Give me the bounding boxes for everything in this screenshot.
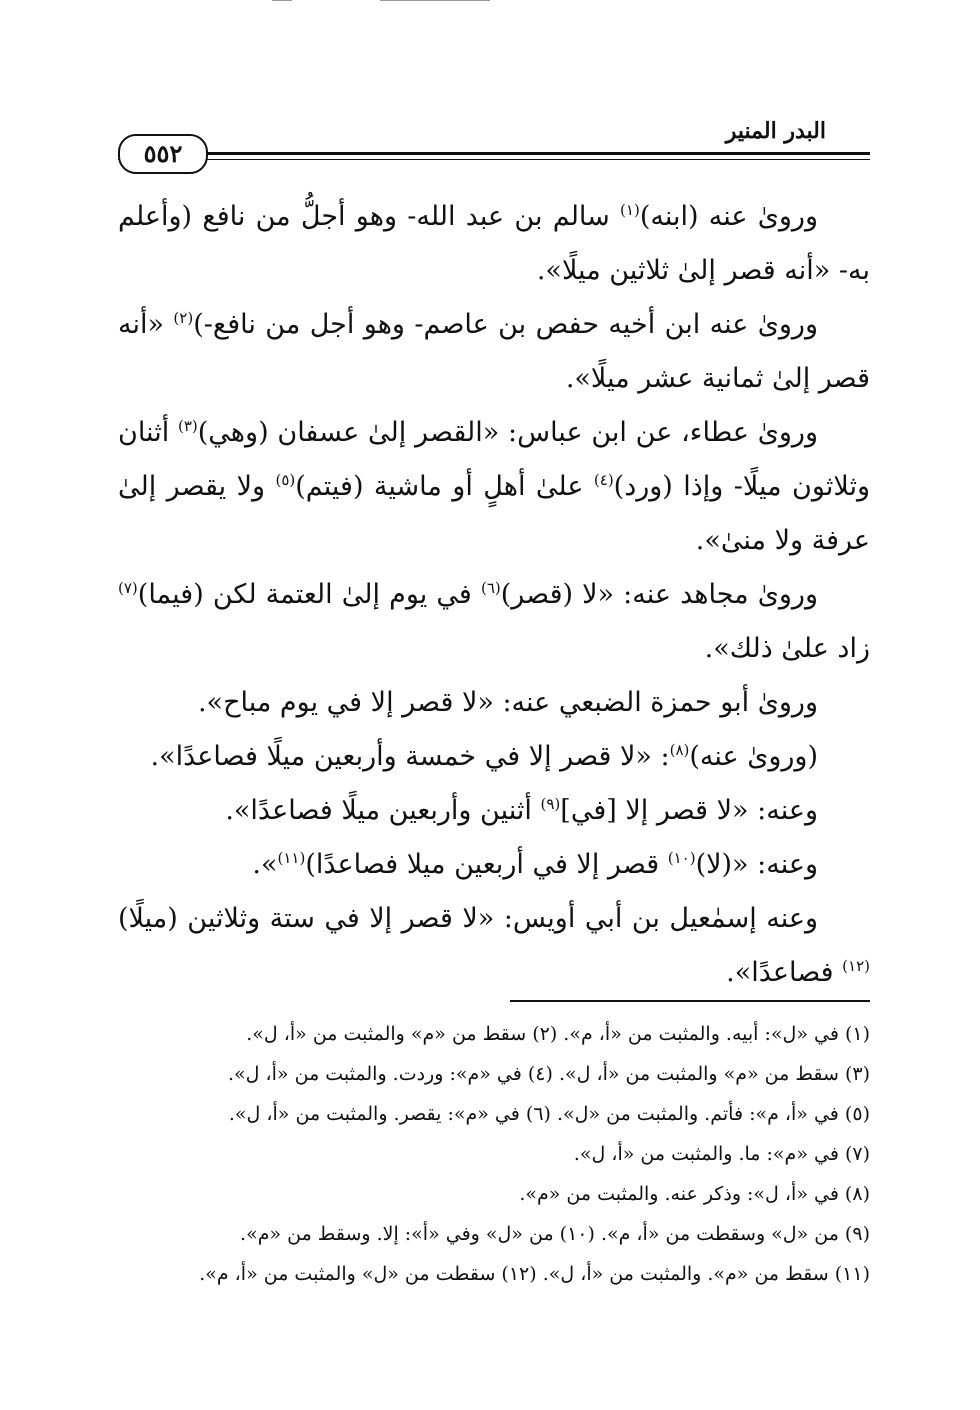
footnote-line: (٥) في «أ، م»: فأتم. والمثبت من «ل». (٦) في «م»: يقصر. والمثبت من «أ، ل». — [228, 1103, 870, 1125]
paragraph — [118, 892, 870, 1000]
page-number: ٥٥٢ — [118, 134, 208, 174]
text-run: أثنين وأربعين ميلًا فصاعدًا». — [225, 795, 541, 826]
footnote-ref: (٦) — [480, 579, 501, 597]
footnote-line: (٨) في «أ، ل»: وذكر عنه. والمثبت من «م». — [519, 1183, 870, 1205]
running-title: البدر المنير — [725, 118, 826, 144]
footnote-ref: (١٠) — [667, 849, 696, 867]
paragraph — [118, 406, 870, 568]
paragraph — [118, 298, 870, 406]
header-rule-thin — [118, 159, 870, 160]
header-rule-thick — [118, 152, 870, 155]
text-run: (ورویٰ عنه) — [689, 741, 818, 772]
text-run: ورویٰ عطاء، عن ابن عباس: «القصر إلىٰ عسفان (وهي) — [197, 417, 818, 448]
footnote-ref: (٥) — [275, 471, 296, 489]
page-header — [118, 108, 870, 168]
footnote-ref: (٩) — [540, 795, 561, 813]
paragraph: ورویٰ أبو حمزة الضبعي عنه: «لا قصر إلا في يوم مباح». — [197, 687, 818, 718]
footnote-ref: (٨) — [669, 741, 690, 759]
text-run: أثنان وثلاثون ميلًا- وإذا (ورد) — [118, 417, 871, 502]
footnote-ref: (٢) — [173, 309, 194, 327]
text-run: وعنه: «(لا) — [695, 849, 818, 880]
text-run: : «لا قصر إلا في خمسة وأربعين ميلًا فصاعدًا». — [150, 741, 670, 772]
text-run: وعنه إسمٰعيل بن أبي أويس: «لا قصر إلا في ستة وثلاثين (ميلًا) — [118, 903, 818, 934]
footnote-separator — [510, 1000, 870, 1002]
text-run: في يوم إلىٰ العتمة لكن (فيما) — [137, 579, 481, 610]
footnote-line: (٩) من «ل» وسقطت من «أ، م». (١٠) من «ل» وفي «أ»: إلا. وسقط من «م». — [240, 1223, 870, 1245]
main-text — [118, 190, 870, 1000]
footnote-ref: (٧) — [118, 579, 138, 597]
scan-mark — [272, 0, 292, 5]
footnote-ref: (١٢) — [842, 957, 870, 975]
text-run: وعنه: «لا قصر إلا [في] — [560, 795, 818, 826]
text-run: قصر إلا في أربعين ميلا فصاعدًا) — [305, 849, 668, 880]
text-run: فصاعدًا». — [726, 957, 843, 988]
scan-mark — [380, 0, 490, 5]
paragraph — [118, 190, 870, 298]
text-run: سالم بن عبد الله- وهو أجلُّ من نافع (وأعلم به- «أنه قصر إلىٰ ثلاثين ميلًا». — [118, 201, 870, 286]
paragraph — [118, 730, 870, 784]
text-run: ورویٰ مجاهد عنه: «لا (قصر) — [500, 579, 819, 610]
text-run: زاد علىٰ ذلك». — [704, 633, 870, 664]
text-run: ورویٰ عنه ابن أخيه حفص بن عاصم- وهو أجل من نافع-) — [193, 309, 818, 340]
paragraph — [118, 838, 870, 892]
footnote-ref: (٤) — [593, 471, 614, 489]
footnote-line: (٣) سقط من «م» والمثبت من «أ، ل». (٤) في «م»: وردت. والمثبت من «أ، ل». — [228, 1063, 870, 1085]
text-run: ورویٰ عنه (ابنه) — [639, 201, 818, 232]
paragraph — [118, 784, 870, 838]
footnote-ref: (٣) — [177, 417, 198, 435]
text-run: «أنه قصر إلىٰ ثمانية عشر ميلًا». — [118, 309, 870, 394]
footnotes — [118, 1014, 870, 1294]
footnote-line: (٧) في «م»: ما. والمثبت من «أ، ل». — [573, 1143, 870, 1165]
text-run: ». — [252, 849, 278, 880]
text-run: ولا يقصر إلىٰ عرفة ولا منىٰ». — [118, 471, 870, 556]
footnote-line: (١١) سقط من «م». والمثبت من «أ، ل». (١٢) سقطت من «ل» والمثبت من «أ، م». — [199, 1263, 870, 1285]
text-run: علىٰ أهلٍ أو ماشية (فيتم) — [295, 471, 594, 502]
paragraph — [118, 568, 870, 676]
footnote-ref: (١) — [620, 201, 640, 219]
footnote-line: (١) في «ل»: أبيه. والمثبت من «أ، م». (٢) سقط من «م» والمثبت من «أ، ل». — [246, 1023, 870, 1045]
footnote-ref: (١١) — [277, 849, 306, 867]
